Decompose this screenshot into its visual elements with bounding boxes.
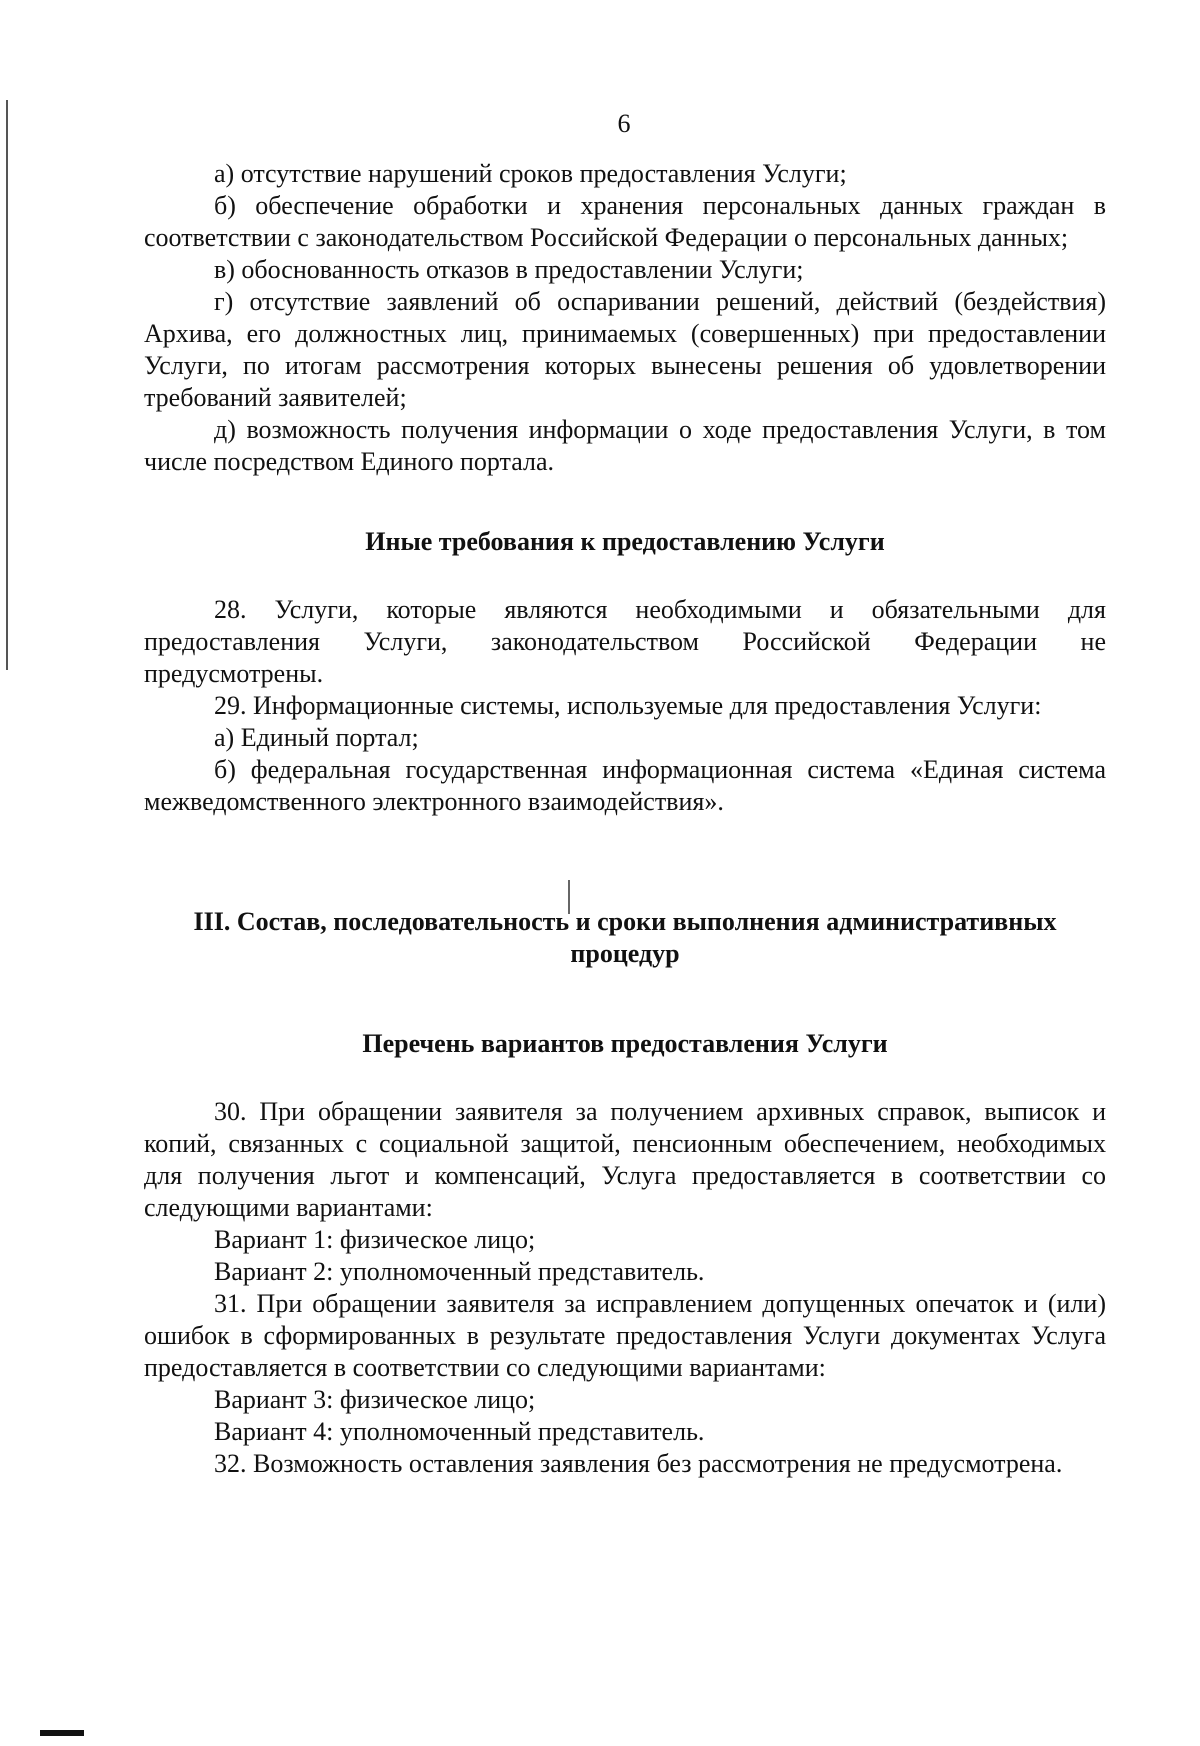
section-3-heading-line1: III. Состав, последовательность и сроки выполнения административных <box>193 907 1057 936</box>
paragraph-32: 32. Возможность оставления заявления без рассмотрения не предусмотрена. <box>214 1449 1063 1478</box>
paragraph-29-a: а) Единый портал; <box>214 723 419 752</box>
paragraph-item-g: г) отсутствие заявлений об оспаривании решений, действий (бездействия) Архива, его должностных лиц, принимаемых (совершенных) при предоставлении Услуги, по итогам рассмотрения которых вынесены решения об удовлетворении требований заявителей; <box>144 287 1106 412</box>
paragraph-29-b: б) федеральная государственная информационная система «Единая система межведомственного электронного взаимодействия». <box>144 755 1106 816</box>
paragraph-31: 31. При обращении заявителя за исправлением допущенных опечаток и (или) ошибок в сформированных в результате предоставления Услуги документах Услуга предоставляется в соответствии со следующими вариантами: <box>144 1289 1106 1382</box>
scan-margin-line <box>6 100 8 670</box>
heading-other-requirements: Иные требования к предоставлению Услуги <box>365 527 885 556</box>
variant-2: Вариант 2: уполномоченный представитель. <box>214 1257 705 1286</box>
variant-3: Вариант 3: физическое лицо; <box>214 1385 536 1414</box>
variant-1: Вариант 1: физическое лицо; <box>214 1225 536 1254</box>
heading-variants: Перечень вариантов предоставления Услуги <box>362 1029 888 1058</box>
document-body <box>144 158 1106 1480</box>
scan-bottom-mark <box>40 1730 84 1736</box>
variant-4: Вариант 4: уполномоченный представитель. <box>214 1417 705 1446</box>
paragraph-item-a: а) отсутствие нарушений сроков предоставления Услуги; <box>214 159 847 188</box>
section-3-heading-line2: процедур <box>570 939 680 968</box>
paragraph-item-d: д) возможность получения информации о ходе предоставления Услуги, в том числе посредством Единого портала. <box>144 415 1106 476</box>
paragraph-item-v: в) обоснованность отказов в предоставлении Услуги; <box>214 255 804 284</box>
paragraph-28: 28. Услуги, которые являются необходимыми и обязательными для предоставления Услуги, законодательством Российской Федерации не предусмотрены. <box>144 595 1106 688</box>
paragraph-30: 30. При обращении заявителя за получением архивных справок, выписок и копий, связанных с социальной защитой, пенсионным обеспечением, необходимых для получения льгот и компенсаций, Услуга предоставляется в соответствии со следующими вариантами: <box>144 1097 1106 1222</box>
paragraph-item-b: б) обеспечение обработки и хранения персональных данных граждан в соответствии с законодательством Российской Федерации о персональных данных; <box>144 191 1106 252</box>
paragraph-29: 29. Информационные системы, используемые для предоставления Услуги: <box>214 691 1042 720</box>
page-number: 6 <box>617 109 631 138</box>
